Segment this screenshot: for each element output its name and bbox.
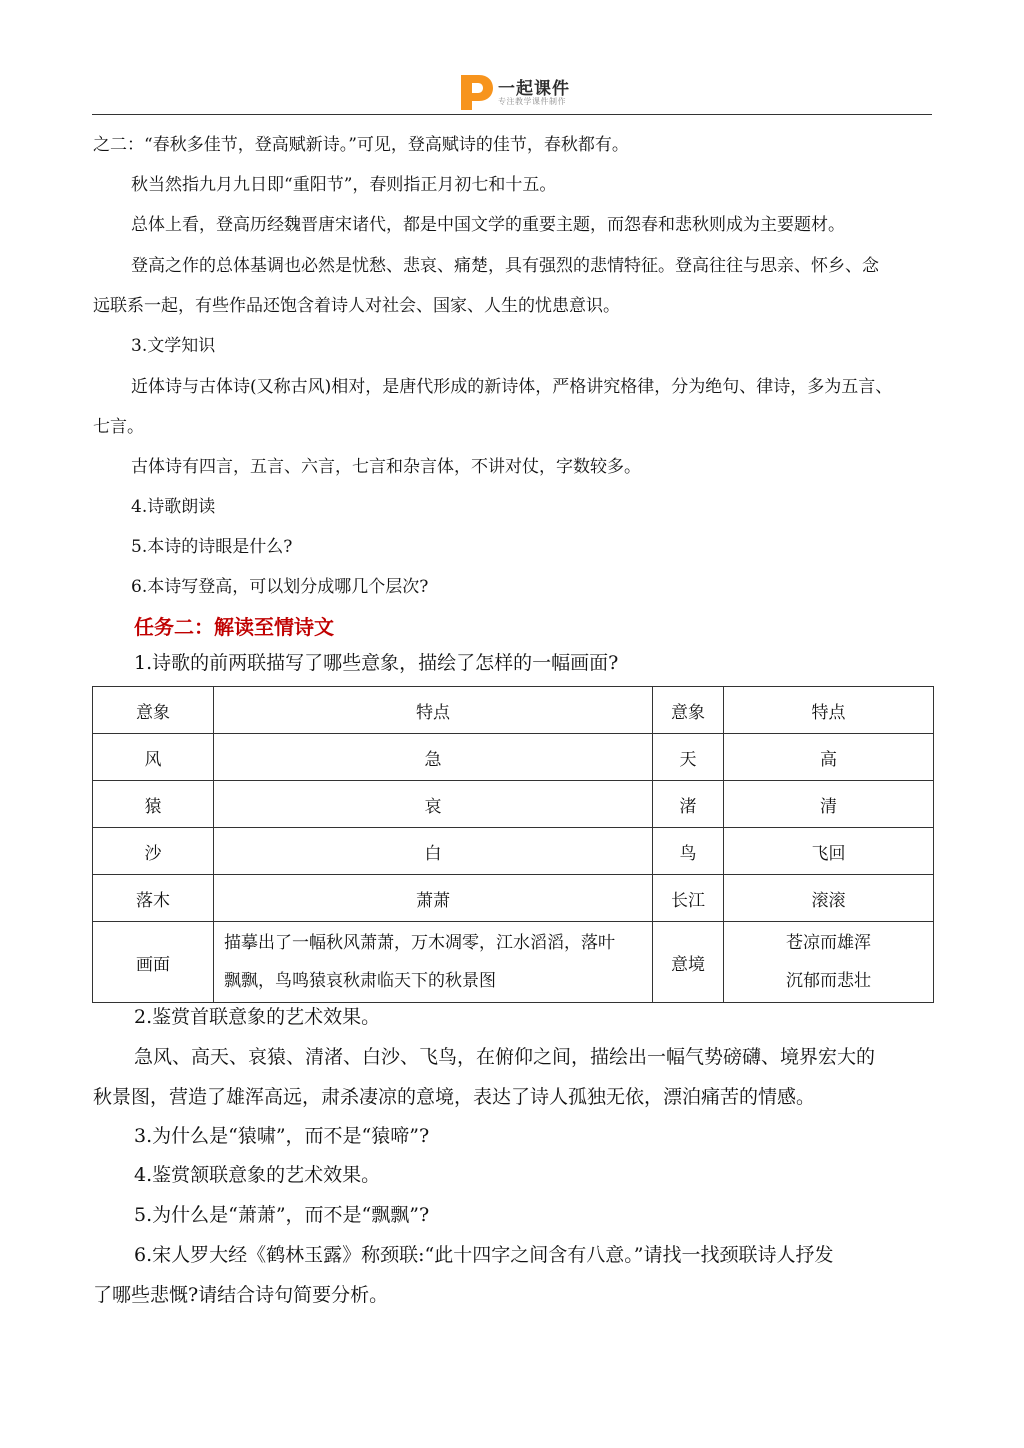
mood-line: 苍凉而雄浑 — [786, 933, 871, 953]
header-divider — [92, 114, 932, 115]
page-header — [0, 0, 1024, 115]
logo-p-icon — [455, 72, 495, 112]
question: 5.本诗的诗眼是什么? — [131, 537, 293, 557]
paragraph: 七言。 — [93, 417, 144, 437]
table-cell: 鸟 — [653, 828, 724, 875]
table-cell: 萧萧 — [214, 875, 653, 922]
logo-name: 一起课件 — [498, 79, 570, 99]
table-cell: 急 — [214, 734, 653, 781]
table-cell: 哀 — [214, 781, 653, 828]
picture-label: 画面 — [93, 922, 214, 1003]
table-row — [93, 828, 934, 875]
table-cell: 清 — [724, 781, 934, 828]
paragraph: 登高之作的总体基调也必然是忧愁、悲哀、痛楚，具有强烈的悲情特征。登高往往与思亲、怀乡、念 — [131, 256, 879, 276]
table-header-cell: 特点 — [724, 687, 934, 734]
table-row-summary — [93, 922, 934, 1003]
paragraph: 秋当然指九月九日即“重阳节”，春则指正月初七和十五。 — [131, 175, 557, 195]
table-cell: 落木 — [93, 875, 214, 922]
picture-line: 飘飘，鸟鸣猿哀秋肃临天下的秋景图 — [224, 971, 496, 991]
table-row — [93, 734, 934, 781]
paragraph: 远联系一起，有些作品还饱含着诗人对社会、国家、人生的忧患意识。 — [93, 296, 620, 316]
paragraph: 近体诗与古体诗(又称古风)相对，是唐代形成的新诗体，严格讲究格律，分为绝句、律诗，多为五言、 — [131, 377, 893, 397]
mood-description — [724, 922, 934, 1003]
picture-line: 描摹出了一幅秋风萧萧，万木凋零，江水滔滔，落叶 — [224, 933, 615, 953]
section-heading: 3.文学知识 — [131, 336, 216, 356]
question: 4.鉴赏颔联意象的艺术效果。 — [134, 1164, 381, 1186]
question: 1.诗歌的前两联描写了哪些意象，描绘了怎样的一幅画面? — [134, 652, 619, 674]
question: 6.宋人罗大经《鹤林玉露》称颈联:“此十四字之间含有八意。”请找一找颈联诗人抒发 — [134, 1244, 834, 1266]
paragraph: 之二：“春秋多佳节，登高赋新诗。”可见，登高赋诗的佳节，春秋都有。 — [93, 135, 629, 155]
question: 2.鉴赏首联意象的艺术效果。 — [134, 1006, 381, 1028]
picture-description — [214, 922, 653, 1003]
answer-paragraph: 急风、高天、哀猿、清渚、白沙、飞鸟，在俯仰之间，描绘出一幅气势磅礴、境界宏大的 — [134, 1046, 876, 1068]
paragraph: 古体诗有四言，五言、六言，七言和杂言体，不讲对仗，字数较多。 — [131, 457, 641, 477]
section-heading: 4.诗歌朗读 — [131, 497, 216, 517]
table-row — [93, 781, 934, 828]
answer-paragraph: 秋景图，营造了雄浑高远，肃杀凄凉的意境，表达了诗人孤独无依，漂泊痛苦的情感。 — [93, 1086, 816, 1108]
table-header-cell: 特点 — [214, 687, 653, 734]
table-cell: 沙 — [93, 828, 214, 875]
table-cell: 猿 — [93, 781, 214, 828]
table-header-row — [93, 687, 934, 734]
table-cell: 飞回 — [724, 828, 934, 875]
question: 3.为什么是“猿啸”，而不是“猿啼”? — [134, 1125, 430, 1147]
task-heading: 任务二：解读至情诗文 — [134, 615, 334, 639]
mood-line: 沉郁而悲壮 — [786, 971, 871, 991]
table-header-cell: 意象 — [653, 687, 724, 734]
imagery-table — [92, 686, 934, 1003]
table-cell: 风 — [93, 734, 214, 781]
question: 6.本诗写登高，可以划分成哪几个层次? — [131, 577, 429, 597]
paragraph: 总体上看，登高历经魏晋唐宋诸代，都是中国文学的重要主题，而怨春和悲秋则成为主要题材。 — [131, 215, 845, 235]
table-cell: 渚 — [653, 781, 724, 828]
question: 5.为什么是“萧萧”，而不是“飘飘”? — [134, 1204, 430, 1226]
table-cell: 天 — [653, 734, 724, 781]
table-row — [93, 875, 934, 922]
table-cell: 白 — [214, 828, 653, 875]
table-header-cell: 意象 — [93, 687, 214, 734]
mood-label: 意境 — [653, 922, 724, 1003]
question: 了哪些悲慨?请结合诗句简要分析。 — [93, 1284, 389, 1306]
table-cell: 长江 — [653, 875, 724, 922]
table-cell: 滚滚 — [724, 875, 934, 922]
logo-tagline: 专注教学课件制作 — [498, 97, 566, 106]
table-cell: 高 — [724, 734, 934, 781]
